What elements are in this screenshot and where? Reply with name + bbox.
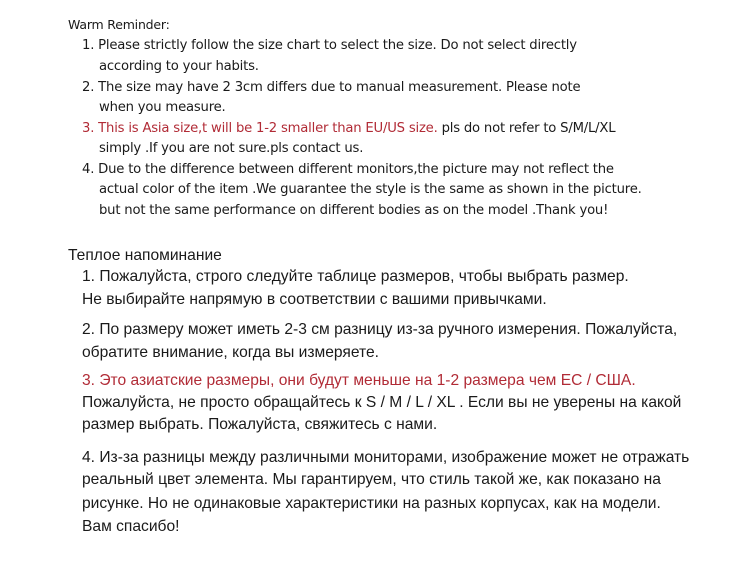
russian-item-3-line-2: Пожалуйста, не просто обращайтесь к S / M / L / XL . Если вы не уверены на какой [82,394,682,411]
english-item-3-rest: pls do not refer to S/M/L/XL [437,121,616,136]
russian-item-2-line-2: обратите внимание, когда вы измеряете. [82,344,379,361]
english-item-3-highlight: 3. This is Asia size,t will be 1-2 smaller than EU/US size. [82,121,438,136]
english-item-4-line-1: 4. Due to the difference between different monitors,the picture may not reflect the [82,162,614,177]
russian-item-4-line-2: реальный цвет элемента. Мы гарантируем, что стиль такой же, как показано на [82,471,661,488]
english-item-2-line-1: 2. The size may have 2 3cm differs due to manual measurement. Please note [82,80,581,95]
english-item-3-line-1 [82,121,615,136]
russian-item-1-line-1: 1. Пожалуйста, строго следуйте таблице размеров, чтобы выбрать размер. [82,268,629,285]
english-item-2-line-2: when you measure. [99,100,226,115]
russian-item-4-line-1: 4. Из-за разницы между различными мониторами, изображение может не отражать [82,449,690,466]
russian-item-4-line-3: рисунке. Но не одинаковые характеристики на разных корпусах, как на модели. [82,495,661,512]
english-item-4-line-2: actual color of the item .We guarantee the style is the same as shown in the picture. [99,182,642,197]
english-item-4-line-3: but not the same performance on different bodies as on the model .Thank you! [99,203,609,218]
english-item-1-line-1: 1. Please strictly follow the size chart to select the size. Do not select directly [82,38,577,53]
russian-item-3-line-3: размер выбрать. Пожалуйста, свяжитесь с нами. [82,416,438,433]
english-title: Warm Reminder: [68,17,170,32]
russian-item-4-line-4: Вам спасибо! [82,518,180,535]
english-item-3-line-2: simply .If you are not sure.pls contact us. [99,141,364,156]
russian-item-2-line-1: 2. По размеру может иметь 2-3 см разницу из-за ручного измерения. Пожалуйста, [82,321,678,338]
english-item-1-line-2: according to your habits. [99,59,259,74]
russian-title: Теплое напоминание [68,247,222,264]
russian-item-1-line-2: Не выбирайте напрямую в соответствии с вашими привычками. [82,291,547,308]
russian-item-3-highlight: 3. Это азиатские размеры, они будут меньше на 1-2 размера чем ЕС / США. [82,372,636,389]
